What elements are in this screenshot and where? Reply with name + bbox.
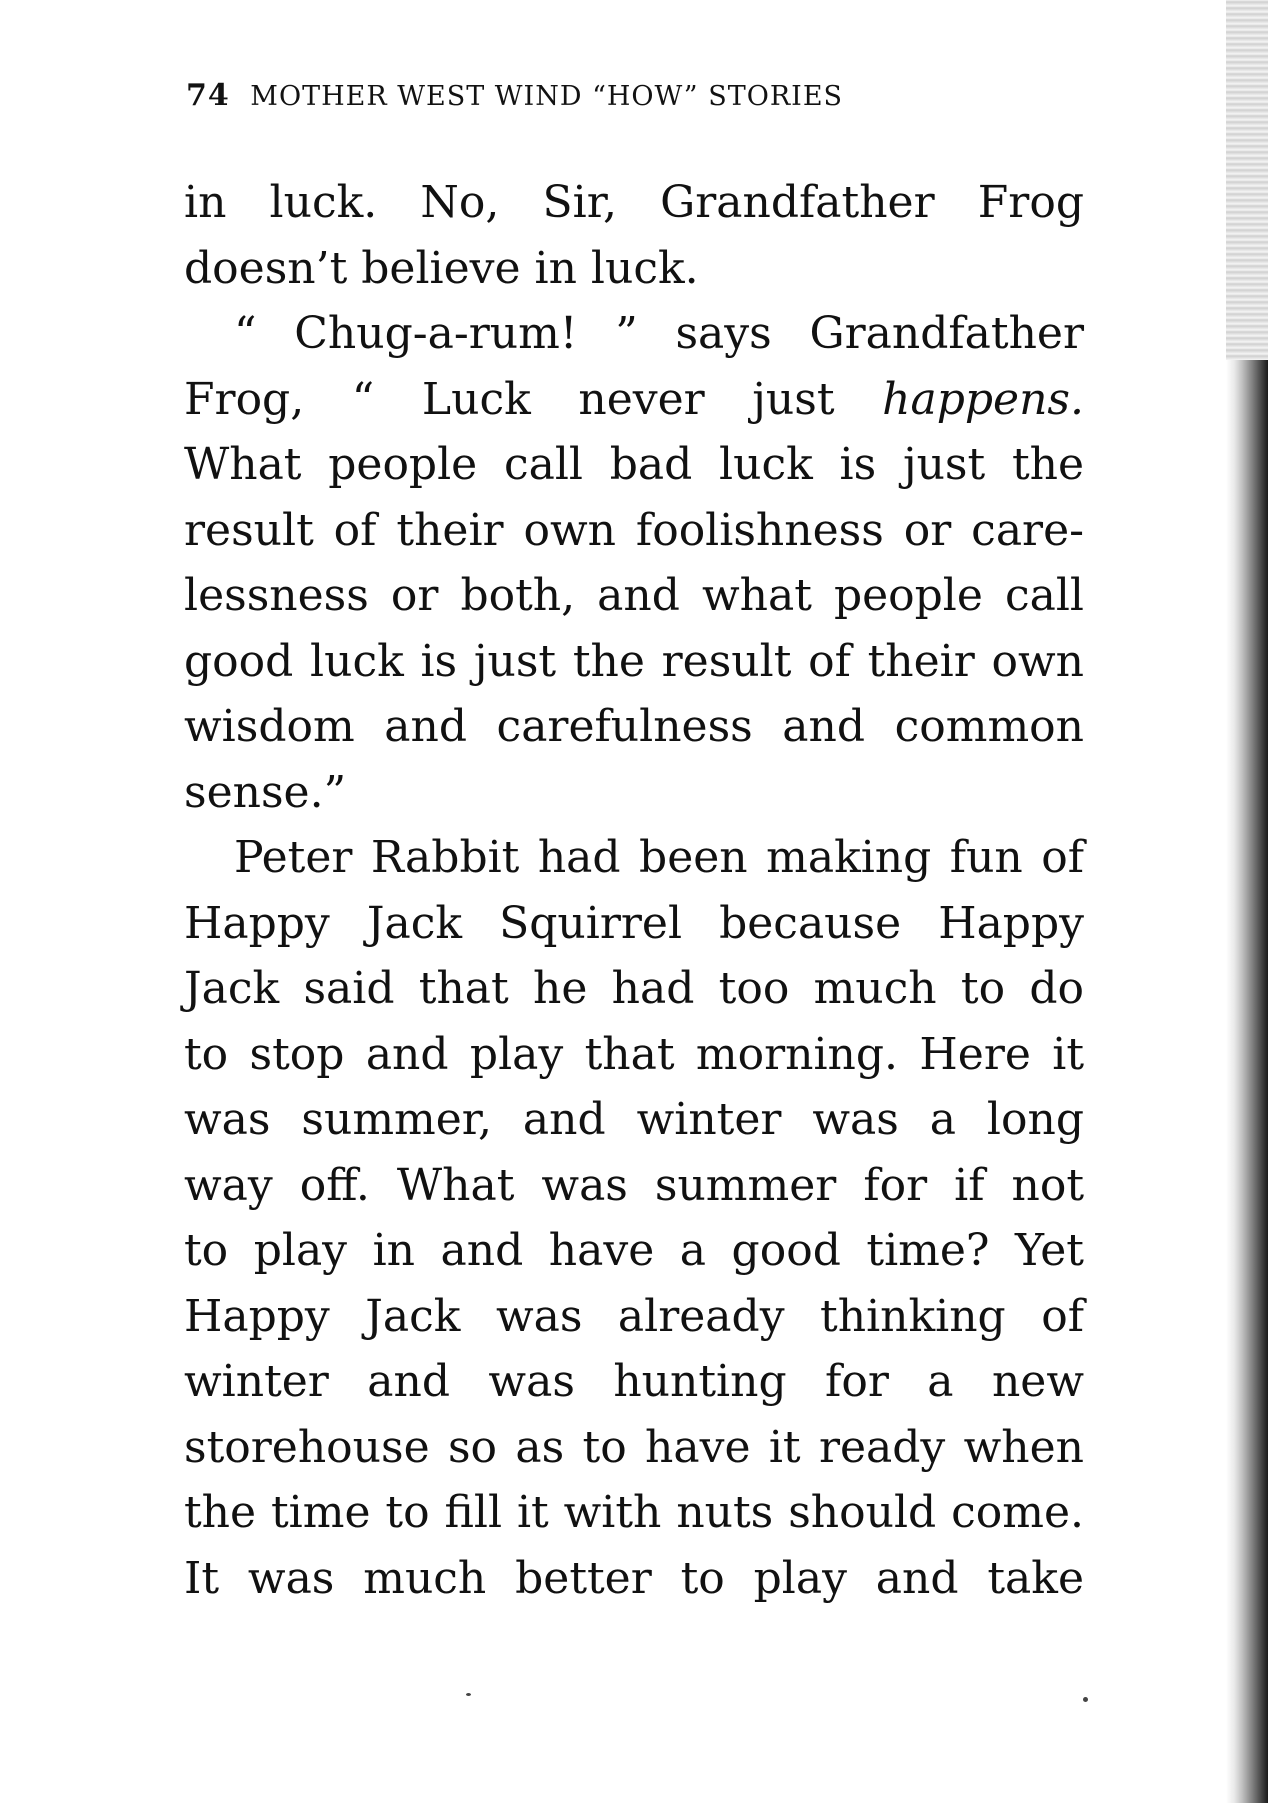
text-line: in luck. No, Sir, Grandfather Frog [184, 177, 1084, 228]
print-speck [1083, 1697, 1088, 1702]
text-line: wisdom and carefulness and common [184, 701, 1084, 752]
print-speck [466, 1693, 471, 1696]
text-line: lessness or both, and what people call [184, 570, 1084, 621]
text-line: What people call bad luck is just the [184, 439, 1084, 490]
text-line: storehouse so as to have it ready when [184, 1421, 1084, 1473]
page-edge-texture [1226, 0, 1268, 360]
text-line: good luck is just the result of their own [184, 635, 1084, 687]
text-line: to stop and play that morning. Here it [184, 1028, 1084, 1080]
text-line: the time to fill it with nuts should come. [184, 1487, 1084, 1538]
text-line: Happy Jack was already thinking of [184, 1290, 1084, 1342]
text-line: Jack said that he had too much to do [184, 963, 1084, 1014]
page-header [186, 78, 1056, 113]
text-line: way off. What was summer for if not [184, 1159, 1084, 1211]
text-line: Peter Rabbit had been making fun of [234, 832, 1084, 883]
text-line: doesn’t believe in luck. [184, 242, 699, 294]
text-line: result of their own foolishness or care- [184, 504, 1084, 556]
text-line: “ Chug-a-rum! ” says Grandfather [234, 308, 1084, 359]
body-text [184, 170, 1084, 1611]
text-line: to play in and have a good time? Yet [184, 1225, 1084, 1276]
text-line: sense.” [184, 766, 347, 818]
running-head: MOTHER WEST WIND “HOW” STORIES [250, 81, 844, 112]
text-line: It was much better to play and take [184, 1552, 1084, 1604]
text-line [184, 367, 1084, 433]
text-line-segment: Frog, “ Luck never just [184, 373, 883, 425]
text-line: winter and was hunting for a new [184, 1356, 1084, 1407]
text-line: Happy Jack Squirrel because Happy [184, 897, 1084, 949]
italic-word: happens. [882, 373, 1084, 425]
page-number: 74 [186, 78, 230, 113]
text-line: was summer, and winter was a long [184, 1094, 1084, 1145]
